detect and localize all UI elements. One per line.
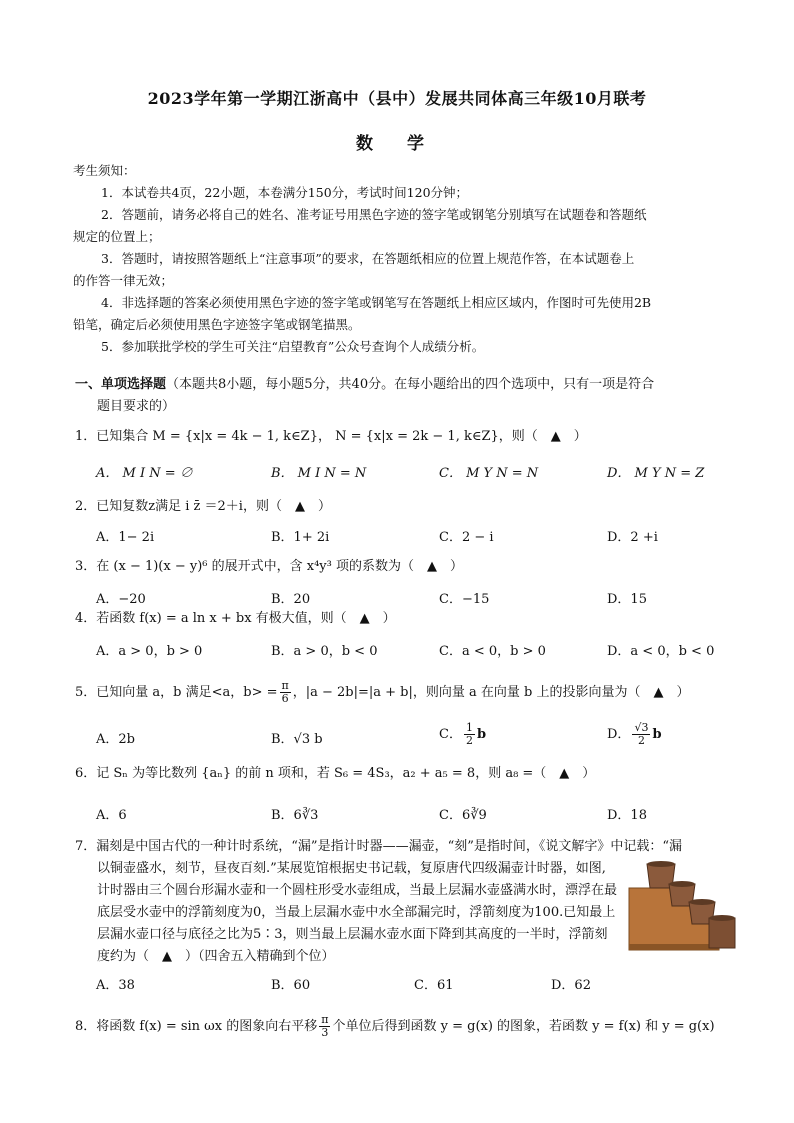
q8-frac-num: π [321,1013,329,1026]
notice-item-3-cont: 的作答一律无效； [73,273,174,288]
q7-line-1: 7．漏刻是中国古代的一种计时系统，“漏”是指计时器——漏壶，“刻”是指时间，《说文解字》中记载：“漏 [75,839,683,854]
q1-option-b: B． M I N = N [271,466,367,481]
q3-option-d: D．15 [607,592,647,607]
q5-option-c-frac [464,722,475,747]
q5-fraction [280,680,291,705]
q7-option-b: B．60 [271,978,311,993]
q7-option-a: A．38 [96,978,135,993]
q5-stem-a: 5．已知向量 a，b 满足<a，b> = [75,685,278,700]
q3-option-b: B．20 [271,592,311,607]
question-2-options [96,526,736,548]
question-8-stem [75,1014,735,1039]
q5-option-c-den: 2 [465,734,473,747]
q3-option-a: A．−20 [96,592,146,607]
question-1-stem: 1．已知集合 M = {x|x = 4k − 1, k∈Z}， N = {x|x = 2k − 1, k∈Z}，则（ ▲ ） [75,429,587,444]
question-3-stem: 3．在 (x − 1)(x − y)⁶ 的展开式中，含 x⁴y³ 项的系数为（ ▲ ） [75,559,463,574]
q8-stem-a: 8．将函数 f(x) = sin ωx 的图象向右平移 [75,1019,318,1034]
question-7-options [96,974,736,996]
question-3-options [96,588,736,610]
q2-option-d: D．2 +i [607,530,658,545]
notice-item-3: 3．答题时，请按照答题纸上“注意事项”的要求，在答题纸相应的位置上规范作答，在本试题卷上 [101,251,635,266]
q8-fraction [319,1014,330,1039]
q2-option-b: B．1+ 2i [271,530,330,545]
q5-option-c [439,722,486,747]
notice-item-4-cont: 铅笔，确定后必须使用黑色字迹签字笔或钢笔描黑。 [73,317,361,332]
q5-option-c-num: 1 [465,721,473,734]
section-single-choice [75,374,735,418]
q4-option-d: D．a < 0，b < 0 [607,644,715,659]
q7-option-c: C．61 [414,978,454,993]
q1-option-a: A． M I N = ∅ [96,466,193,481]
q5-stem-b: ，|a − 2b|=|a + b|，则向量 a 在向量 b 上的投影向量为（ ▲ ） [292,685,690,700]
notice-item-4: 4．非选择题的答案必须使用黑色字迹的签字笔或钢笔写在答题纸上相应区域内，作图时可先使用2B [101,295,652,310]
q5-option-d-frac [632,722,650,747]
q7-option-d: D．62 [551,978,591,993]
question-1-options [96,462,736,484]
q5-frac-num: π [281,679,289,692]
q2-option-c: C．2 − i [439,530,494,545]
q6-option-c: C．6∛9 [439,808,487,823]
q2-option-a: A．1− 2i [96,530,155,545]
question-5-stem [75,680,735,705]
q1-option-d: D． M Y N = Z [607,466,705,481]
q4-option-b: B．a > 0，b < 0 [271,644,378,659]
question-6-stem: 6．记 Sₙ 为等比数列 {aₙ} 的前 n 项和，若 S₆ = 4S₃，a₂ + a₅ = 8，则 a₈ =（ ▲ ） [75,766,596,781]
q5-option-d [607,722,662,747]
question-6-options [96,804,736,826]
q3-option-c: C．−15 [439,592,490,607]
section-desc: （本题共8小题，每小题5分，共40分。在每小题给出的四个选项中，只有一项是符合 [166,377,655,392]
water-clock-illustration [617,858,745,956]
q6-option-d: D．18 [607,808,647,823]
notice-item-2: 2．答题前，请务必将自己的姓名、准考证号用黑色字迹的签字笔或钢笔分别填写在试题卷和答题纸 [101,207,647,222]
q4-option-c: C．a < 0，b > 0 [439,644,546,659]
q6-option-a: A．6 [96,808,127,823]
notice-heading: 考生须知： [73,163,136,178]
q7-rest: 以铜壶盛水，刻节，昼夜百刻.”某展览馆根据史书记载，复原唐代四级漏壶计时器，如图,计时器由三个圆台形漏水壶和一个圆柱形受水壶组成，当最上层漏水壶盛满水时，漂浮在最底层受水壶中的浮箭刻度为0，当最上层漏水壶中水全部漏完时，浮箭刻度为100.已知最上层漏水壶口径与底径之比为5∶3，则当最上层漏水壶水面下降到其高度的一半时，浮箭刻度约为（ ▲ ）（四舍五入精确到个位） [97,861,618,964]
q5-option-d-num: √3 [634,721,649,734]
q5-option-d-den: 2 [637,734,645,747]
exam-title: 2023学年第一学期江浙高中（县中）发展共同体高三年级10月联考 [147,89,647,108]
q5-option-a: A．2b [96,732,135,747]
notice-item-5: 5．参加联批学校的学生可关注“启望教育”公众号查询个人成绩分析。 [101,339,485,354]
q5-option-b: B．√3 b [271,732,323,747]
notice-item-1: 1．本试卷共4页，22小题，本卷满分150分，考试时间120分钟； [101,185,469,200]
q8-stem-b: 个单位后得到函数 y = g(x) 的图象，若函数 y = f(x) 和 y = g(x) [332,1019,715,1034]
q1-option-c: C． M Y N = N [439,466,539,481]
q4-option-a: A．a > 0，b > 0 [96,644,203,659]
q5-frac-den: 6 [281,692,289,705]
q6-option-b: B．6∛3 [271,808,319,823]
subject-heading: 数 学 [356,134,438,154]
question-4-stem: 4．若函数 f(x) = a ln x + bx 有极大值，则（ ▲ ） [75,611,396,626]
q5-option-c-prefix: C． [439,727,462,742]
question-5-options [96,721,736,750]
q8-frac-den: 3 [321,1026,329,1039]
notice-item-2-cont: 规定的位置上； [73,229,161,244]
q5-option-c-suffix: b [476,727,487,742]
q5-option-d-suffix: b [652,727,662,742]
section-desc-cont: 题目要求的） [97,399,176,414]
question-2-stem: 2．已知复数z满足 i z̄ ＝2＋i，则（ ▲ ） [75,499,331,514]
question-4-options [96,640,736,662]
q5-option-d-prefix: D． [607,727,631,742]
exam-notice [73,160,733,358]
section-heading: 一、单项选择题 [75,377,167,392]
